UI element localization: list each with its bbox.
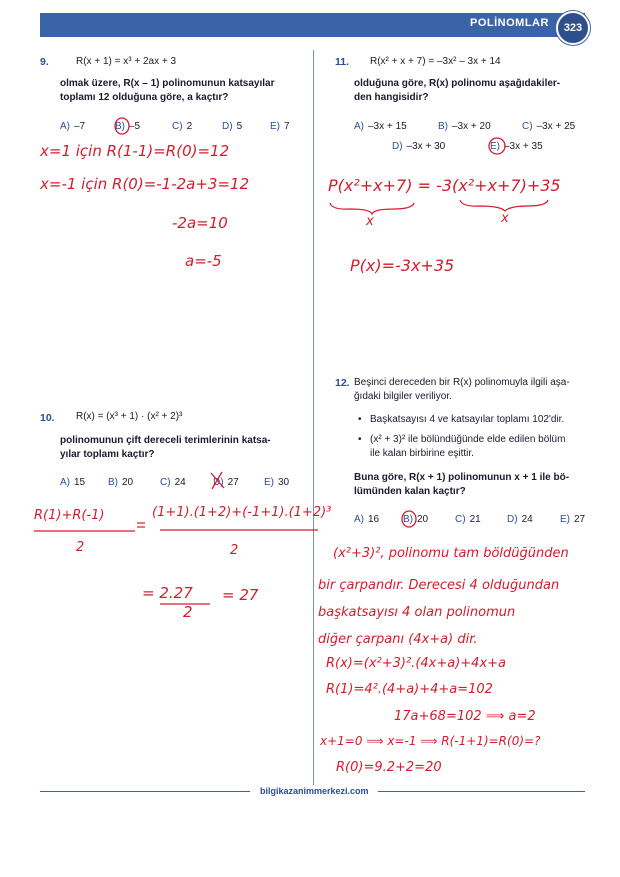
q9-handwriting-line4: a=-5 xyxy=(185,252,222,270)
q11-number: 11. xyxy=(335,56,350,68)
q12-handwriting-line8: x+1=0 ⟹ x=-1 ⟹ R(-1+1)=R(0)=? xyxy=(320,734,541,748)
q11-brace-left xyxy=(330,203,414,214)
q11-handwriting-sub-x-2: x xyxy=(501,211,509,226)
q11-handwriting-sub-x-1: x xyxy=(366,214,374,229)
q11-option-a[interactable]: A) –3x + 15 xyxy=(354,121,407,132)
q11-text-line2: den hangisidir? xyxy=(354,92,429,103)
q11-stem: R(x² + x + 7) = –3x² – 3x + 14 xyxy=(370,56,501,67)
q9-option-c[interactable]: C) 2 xyxy=(172,121,193,132)
q9-handwriting-line3: -2a=10 xyxy=(172,214,228,232)
q12-handwriting-line1: (x²+3)², polinomu tam böldüğünden xyxy=(333,546,569,561)
q12-handwriting-line5: R(x)=(x²+3)².(4x+a)+4x+a xyxy=(326,656,507,671)
q10-option-e[interactable]: E) 30 xyxy=(264,477,290,488)
q11-text-line1: olduğuna göre, R(x) polinomu aşağıdakiler- xyxy=(354,78,561,89)
q12-number: 12. xyxy=(335,377,350,389)
q10-handwriting-step: = 2.27 xyxy=(142,584,193,602)
q12-handwriting-line2: bir çarpandır. Derecesi 4 olduğundan xyxy=(318,578,560,593)
q10-option-b[interactable]: B) 20 xyxy=(108,477,134,488)
q10-number: 10. xyxy=(40,412,55,424)
q11-option-b[interactable]: B) –3x + 20 xyxy=(438,121,491,132)
q10-answer-mark xyxy=(211,472,224,489)
footer-site: bilgikazanimmerkezi.com xyxy=(260,786,369,796)
q9-text-line1: olmak üzere, R(x – 1) polinomunun katsayılar xyxy=(60,78,275,89)
q10-stem: R(x) = (x³ + 1) · (x² + 2)³ xyxy=(76,411,183,422)
q11-option-e[interactable]: E) –3x + 35 xyxy=(490,141,543,152)
q12-text-line1: Buna göre, R(x + 1) polinomunun x + 1 ile bö- xyxy=(354,472,570,483)
q9-stem: R(x + 1) = x³ + 2ax + 3 xyxy=(76,56,177,67)
q12-handwriting-line9: R(0)=9.2+2=20 xyxy=(336,760,442,775)
q10-handwriting-denominator-right: 2 xyxy=(230,543,239,558)
q12-intro-line2: ğıdaki bilgiler veriliyor. xyxy=(354,391,452,402)
q10-option-a[interactable]: A) 15 xyxy=(60,477,86,488)
q10-option-c[interactable]: C) 24 xyxy=(160,477,186,488)
footer-rule-left xyxy=(40,791,250,792)
q12-bullet-2-line2: ile kalan birbirine eşittir. xyxy=(370,448,474,459)
q10-handwriting-step-denominator: 2 xyxy=(183,603,193,621)
q9-handwriting-line1: x=1 için R(1-1)=R(0)=12 xyxy=(40,142,230,160)
q10-text-line1: polinomunun çift dereceli terimlerinin katsa- xyxy=(60,435,271,446)
q11-option-d[interactable]: D) –3x + 30 xyxy=(392,141,446,152)
q10-handwriting-numerator-left: R(1)+R(-1) xyxy=(34,508,105,523)
q9-number: 9. xyxy=(40,56,49,68)
q12-text-line2: lümünden kalan kaçtır? xyxy=(354,486,466,497)
q12-option-e[interactable]: E) 27 xyxy=(560,514,586,525)
q12-bullet-1: • Başkatsayısı 4 ve katsayılar toplamı 102'dir. xyxy=(370,413,564,427)
q12-handwriting-line3: başkatsayısı 4 olan polinomun xyxy=(318,605,516,620)
q12-option-c[interactable]: C) 21 xyxy=(455,514,481,525)
q12-option-b[interactable]: B) 20 xyxy=(403,514,429,525)
q12-option-a[interactable]: A) 16 xyxy=(354,514,380,525)
q12-handwriting-line7: 17a+68=102 ⟹ a=2 xyxy=(394,709,536,724)
q11-brace-right xyxy=(460,200,548,211)
q10-text-line2: yılar toplamı kaçtır? xyxy=(60,449,155,460)
q12-handwriting-line6: R(1)=4².(4+a)+4+a=102 xyxy=(326,682,493,697)
footer-rule-right xyxy=(378,791,585,792)
q12-intro-line1: Beşinci dereceden bir R(x) polinomuyla ilgili aşa- xyxy=(354,377,570,388)
q9-text-line2: toplamı 12 olduğuna göre, a kaçtır? xyxy=(60,92,229,103)
q11-handwriting-equation: P(x²+x+7) = -3(x²+x+7)+35 xyxy=(328,176,561,195)
q10-handwriting-denominator-left: 2 xyxy=(76,540,85,555)
q10-handwriting-result: = 27 xyxy=(222,586,259,604)
q10-option-d[interactable]: D) 27 xyxy=(213,477,239,488)
q9-option-b[interactable]: B) –5 xyxy=(115,121,141,132)
section-title: POLİNOMLAR xyxy=(470,17,549,29)
q12-answer-circle xyxy=(402,511,416,527)
q11-answer-circle xyxy=(489,138,505,154)
q9-option-d[interactable]: D) 5 xyxy=(222,121,243,132)
q12-handwriting-line4: diğer çarpanı (4x+a) dir. xyxy=(318,632,478,647)
q9-option-a[interactable]: A) –7 xyxy=(60,121,86,132)
q10-handwriting-numerator-right: (1+1).(1+2)+(-1+1).(1+2)³ xyxy=(152,505,332,520)
q12-bullet-2-line1: • (x² + 3)² ile bölündüğünde elde edilen bölüm xyxy=(370,433,565,447)
page-number-badge: 323 xyxy=(556,11,590,45)
q9-option-e[interactable]: E) 7 xyxy=(270,121,290,132)
q9-handwriting-line2: x=-1 için R(0)=-1-2a+3=12 xyxy=(40,175,250,193)
q12-option-d[interactable]: D) 24 xyxy=(507,514,533,525)
q11-option-c[interactable]: C) –3x + 25 xyxy=(522,121,576,132)
q11-handwriting-answer: P(x)=-3x+35 xyxy=(350,256,455,275)
q9-answer-circle xyxy=(115,118,129,134)
